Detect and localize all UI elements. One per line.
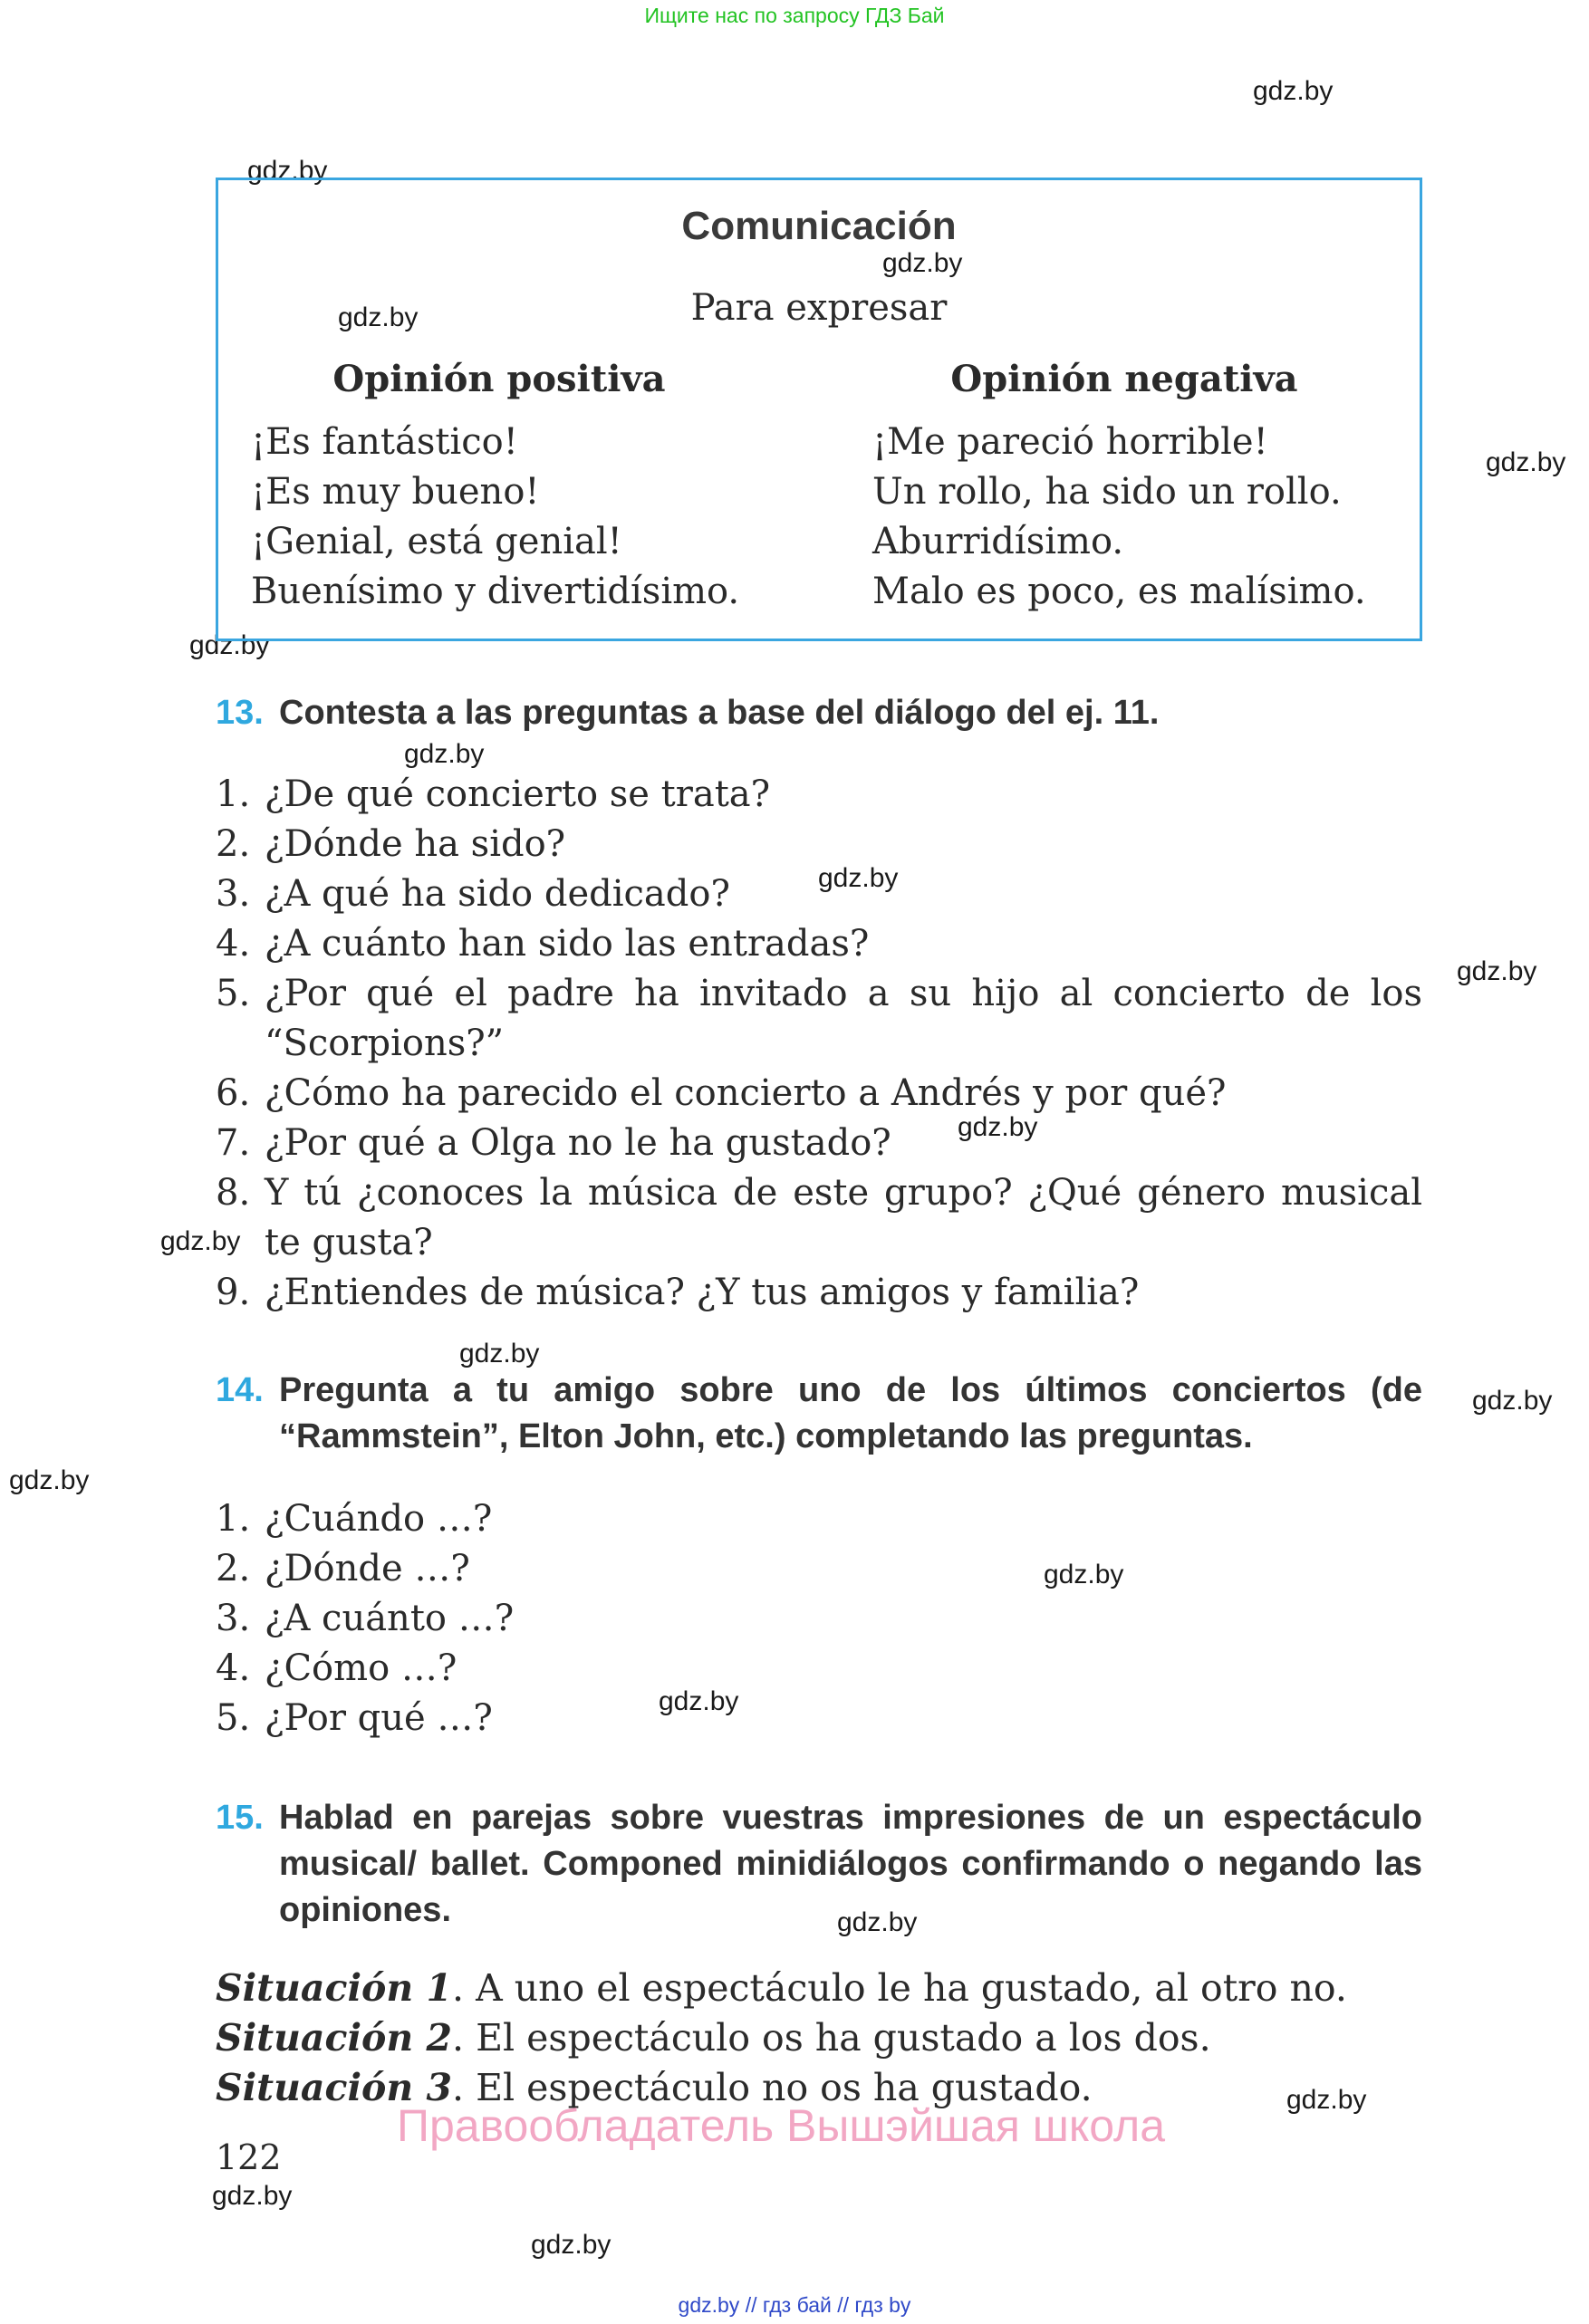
question-item (216, 770, 1422, 820)
list-item: ¡Genial, está genial! (251, 521, 622, 562)
negative-opinion-heading: Opinión negativa (950, 358, 1298, 400)
question-item (216, 869, 1422, 919)
watermark: gdz.by (837, 1907, 918, 1937)
question-text: ¿De qué concierto se trata? (265, 773, 771, 815)
list-item: Malo es poco, es malísimo. (872, 571, 1366, 612)
watermark: gdz.by (1486, 447, 1566, 477)
negative-opinion-list (872, 418, 1366, 617)
question-item (216, 919, 1422, 969)
watermark: gdz.by (882, 248, 963, 278)
exercise-14-questions (216, 1494, 1422, 1743)
watermark: gdz.by (958, 1112, 1038, 1142)
question-number: 8. (216, 1172, 251, 1214)
question-number: 3. (216, 873, 251, 915)
watermark: gdz.by (247, 156, 328, 186)
watermark: gdz.by (189, 630, 270, 660)
watermark: gdz.by (338, 303, 419, 332)
question-item (216, 1544, 1422, 1594)
watermark: gdz.by (1457, 956, 1537, 986)
communication-subtitle: Para expresar (690, 287, 948, 329)
watermark: gdz.by (818, 863, 899, 893)
exercise-instruction: Hablad en parejas sobre vuestras impresiones de un espectáculo musical/ ballet. Componed minidiálogos confirmando o negando las opiniones. (279, 1799, 1422, 1929)
question-item (216, 1168, 1422, 1268)
question-item (216, 1268, 1422, 1318)
watermark: gdz.by (160, 1226, 241, 1256)
question-item (216, 1119, 1422, 1168)
watermark: gdz.by (212, 2181, 293, 2211)
watermark: gdz.by (1286, 2085, 1367, 2115)
question-number: 1. (216, 773, 251, 815)
question-text: ¿A qué ha sido dedicado? (265, 873, 730, 915)
list-item: ¡Es muy bueno! (251, 471, 540, 513)
rights-holder-notice: Правообладатель Вышэйшая школа (397, 2100, 1165, 2151)
question-text: ¿Entiendes de música? ¿Y tus amigos y familia? (265, 1272, 1140, 1313)
list-item: Buenísimo y divertidísimo. (251, 571, 740, 612)
list-item: Un rollo, ha sido un rollo. (872, 471, 1342, 513)
question-number: 1. (216, 1498, 251, 1540)
situation-line (216, 2013, 1484, 2063)
question-number: 5. (216, 973, 251, 1014)
watermark: gdz.by (9, 1465, 90, 1495)
question-text: ¿Por qué a Olga no le ha gustado? (265, 1122, 891, 1164)
exercise-14-heading (216, 1368, 1422, 1460)
question-item (216, 1644, 1422, 1694)
question-text: ¿Cómo ha parecido el concierto a Andrés y por qué? (265, 1072, 1227, 1114)
question-text: ¿Dónde ha sido? (265, 823, 566, 865)
exercise-instruction: Pregunta a tu amigo sobre uno de los últimos conciertos (de “Rammstein”, Elton John, etc.) completando las preguntas. (279, 1371, 1422, 1455)
question-number: 9. (216, 1272, 251, 1313)
exercise-13-heading (216, 690, 1422, 736)
situation-text: . El espectáculo os ha gustado a los dos. (452, 2016, 1211, 2060)
question-number: 4. (216, 923, 251, 965)
question-text: ¿Cómo …? (265, 1647, 457, 1689)
exercise-instruction: Contesta a las preguntas a base del diálogo del ej. 11. (279, 694, 1160, 732)
situation-text: . A uno el espectáculo le ha gustado, al otro no. (452, 1966, 1347, 2010)
question-item (216, 1494, 1422, 1544)
situation-label: Situación 1 (216, 1966, 452, 2010)
watermark: gdz.by (659, 1686, 739, 1716)
question-number: 2. (216, 823, 251, 865)
question-text: ¿A cuánto han sido las entradas? (265, 923, 870, 965)
list-item: Aburridísimo. (872, 521, 1124, 562)
watermark: gdz.by (1472, 1386, 1553, 1416)
question-text: ¿Por qué el padre ha invitado a su hijo al concierto de los “Scorpions?” (265, 973, 1422, 1064)
question-text: ¿Por qué …? (265, 1697, 493, 1739)
communication-box (216, 178, 1422, 641)
question-number: 4. (216, 1647, 251, 1689)
situation-label: Situación 2 (216, 2016, 452, 2060)
watermark: gdz.by (404, 739, 485, 769)
situation-line (216, 1964, 1484, 2013)
question-number: 7. (216, 1122, 251, 1164)
situation-label: Situación 3 (216, 2066, 452, 2109)
question-number: 6. (216, 1072, 251, 1114)
top-banner: Ищите нас по запросу ГДЗ Бай (644, 4, 945, 27)
question-number: 5. (216, 1697, 251, 1739)
watermark: gdz.by (531, 2230, 612, 2260)
question-text: ¿A cuánto …? (265, 1598, 515, 1639)
watermark: gdz.by (1253, 76, 1334, 106)
list-item: ¡Es fantástico! (251, 421, 518, 463)
question-item (216, 969, 1422, 1069)
question-text: ¿Cuándo …? (265, 1498, 493, 1540)
question-number: 2. (216, 1548, 251, 1589)
communication-title: Comunicación (681, 204, 957, 248)
exercise-number: 13. (216, 694, 264, 732)
situation-text: . El espectáculo no os ha gustado. (452, 2066, 1093, 2109)
exercise-number: 15. (216, 1799, 264, 1837)
question-number: 3. (216, 1598, 251, 1639)
page-number: 122 (216, 2137, 282, 2177)
question-text: ¿Dónde …? (265, 1548, 470, 1589)
question-item (216, 1069, 1422, 1119)
watermark: gdz.by (459, 1339, 540, 1368)
question-text: Y tú ¿conoces la música de este grupo? ¿Qué género musical te gusta? (265, 1172, 1422, 1263)
watermark: gdz.by (1044, 1560, 1124, 1589)
positive-opinion-list (251, 418, 739, 617)
bottom-banner[interactable]: gdz.by // гдз бай // гдз by (678, 2293, 911, 2317)
list-item: ¡Me pareció horrible! (872, 421, 1268, 463)
question-item (216, 820, 1422, 869)
exercise-15-heading (216, 1795, 1422, 1934)
exercise-13-questions (216, 770, 1422, 1318)
question-item (216, 1594, 1422, 1644)
question-item (216, 1694, 1422, 1743)
exercise-number: 14. (216, 1371, 264, 1409)
positive-opinion-heading: Opinión positiva (332, 358, 666, 400)
